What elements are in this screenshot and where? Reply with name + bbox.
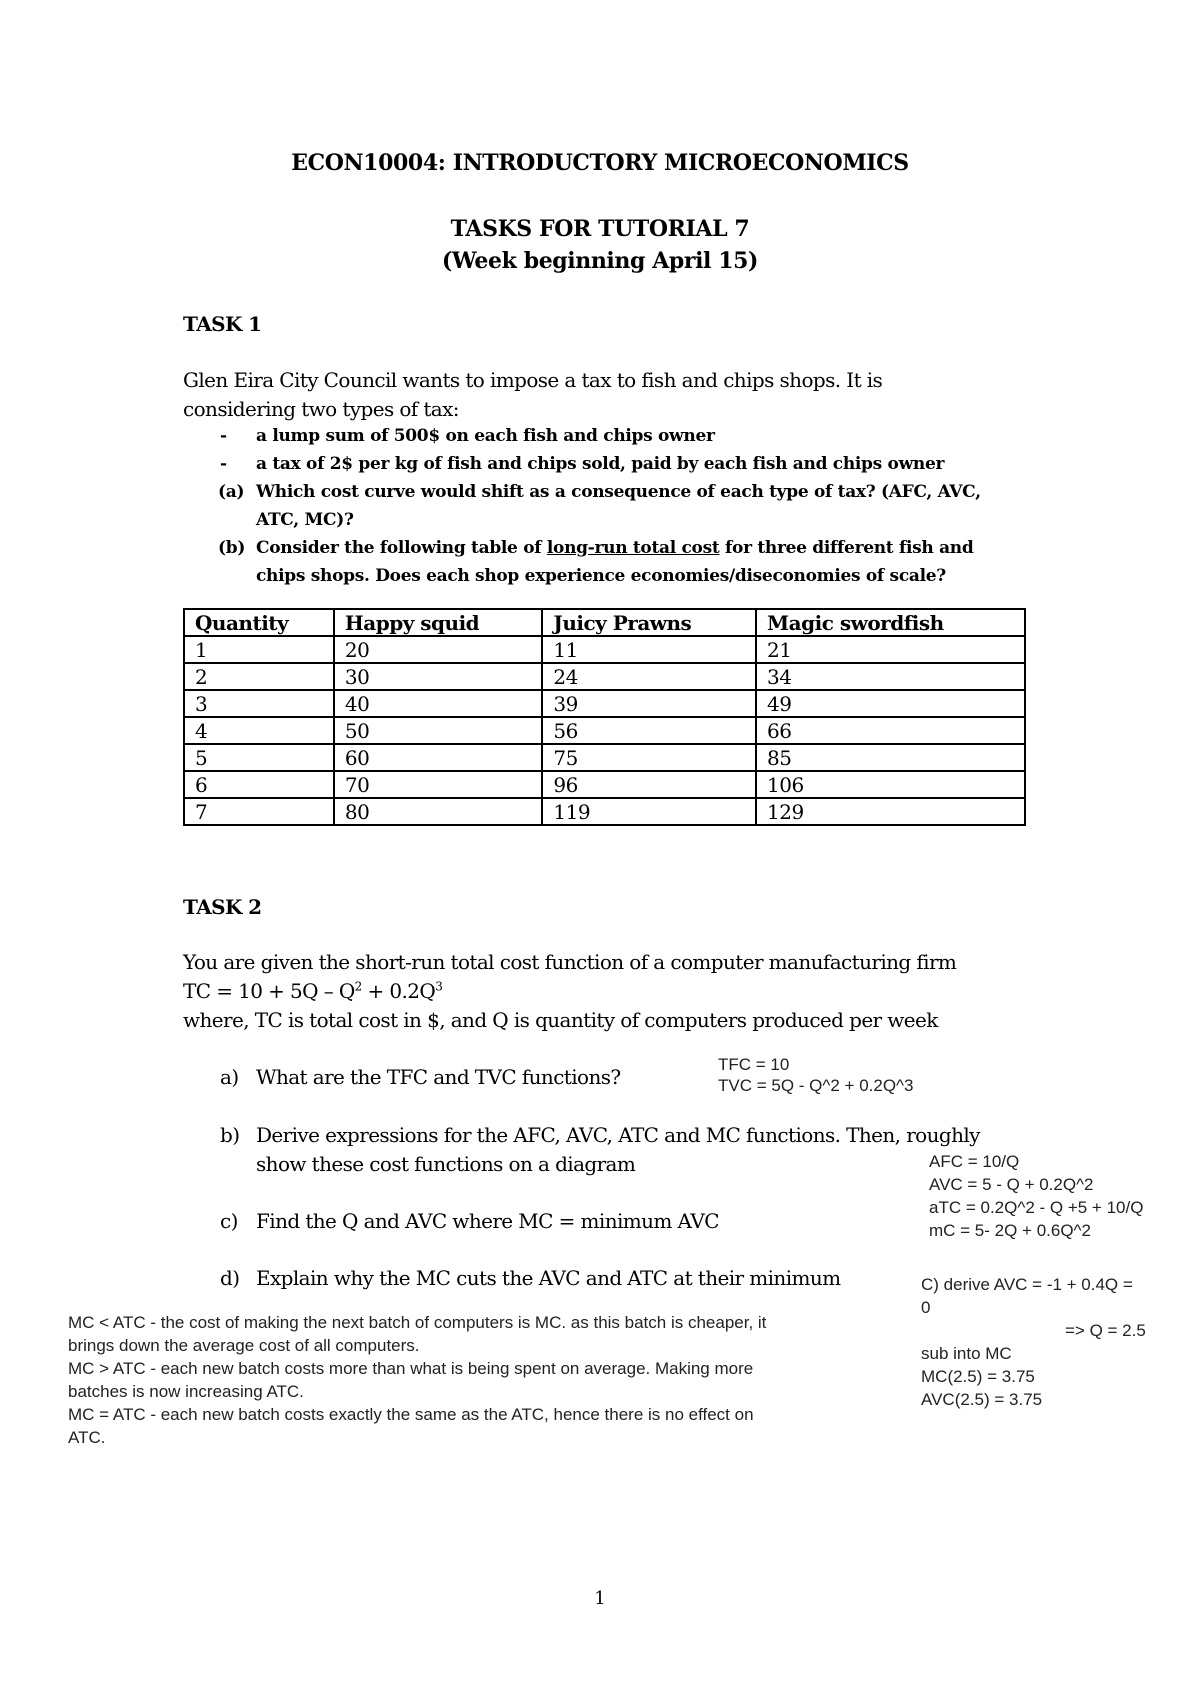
task2-question-a: What are the TFC and TVC functions?: [256, 1065, 621, 1089]
task1-intro-line2: considering two types of tax:: [183, 397, 459, 421]
table-cell: 70: [334, 771, 542, 798]
question-a-line2: ATC, MC)?: [256, 510, 354, 530]
task2-question-c-label: c): [220, 1209, 238, 1233]
annotation-d-line3: MC > ATC - each new batch costs more than what is being spent on average. Making more: [68, 1359, 754, 1378]
table-row: [184, 798, 1025, 825]
task1-intro-line1: Glen Eira City Council wants to impose a tax to fish and chips shops. It is: [183, 368, 883, 392]
tc-sup-2: 2: [354, 979, 362, 994]
table-cell: 1: [184, 636, 334, 663]
table-row: [184, 690, 1025, 717]
table-cell: 80: [334, 798, 542, 825]
bullet-lump-sum: a lump sum of 500$ on each fish and chips owner: [256, 426, 715, 446]
annotation-avc: AVC = 5 - Q + 0.2Q^2: [929, 1175, 1094, 1194]
task2-question-b-line1: Derive expressions for the AFC, AVC, ATC and MC functions. Then, roughly: [256, 1123, 980, 1147]
table-row: [184, 771, 1025, 798]
question-b-line2: chips shops. Does each shop experience economies/diseconomies of scale?: [256, 566, 946, 586]
annotation-d-line1: MC < ATC - the cost of making the next batch of computers is MC. as this batch is cheaper, it: [68, 1313, 767, 1332]
task1-heading: TASK 1: [183, 312, 262, 336]
tc-mid: + 0.2Q: [361, 979, 436, 1003]
task2-question-d-label: d): [220, 1266, 240, 1290]
annotation-c-derive: C) derive AVC = -1 + 0.4Q =: [921, 1275, 1133, 1294]
course-title: ECON10004: INTRODUCTORY MICROECONOMICS: [291, 150, 909, 176]
table-cell: 2: [184, 663, 334, 690]
table-cell: 11: [542, 636, 756, 663]
table-cell: 50: [334, 717, 542, 744]
week-subtitle: (Week beginning April 15): [441, 248, 759, 274]
tutorial-title: TASKS FOR TUTORIAL 7: [450, 216, 750, 242]
task2-question-b-line2: show these cost functions on a diagram: [256, 1152, 636, 1176]
long-run-cost-table: [183, 608, 1026, 826]
table-row: [184, 744, 1025, 771]
task2-line1: You are given the short-run total cost function of a computer manufacturing firm: [183, 950, 957, 974]
annotation-c-q: => Q = 2.5: [1065, 1321, 1146, 1340]
tc-sup-3: 3: [435, 979, 443, 994]
question-b-label: (b): [218, 538, 246, 558]
table-cell: 66: [756, 717, 1025, 744]
table-cell: 30: [334, 663, 542, 690]
annotation-d-line6: ATC.: [68, 1428, 106, 1447]
table-cell: 60: [334, 744, 542, 771]
table-row: [184, 663, 1025, 690]
annotation-tvc: TVC = 5Q - Q^2 + 0.2Q^3: [718, 1076, 914, 1095]
table-cell: 56: [542, 717, 756, 744]
tc-pre: TC = 10 + 5Q – Q: [183, 979, 355, 1003]
annotation-d-line4: batches is now increasing ATC.: [68, 1382, 304, 1401]
annotation-c-mc: MC(2.5) = 3.75: [921, 1367, 1035, 1386]
table-cell: 49: [756, 690, 1025, 717]
question-a-line1: Which cost curve would shift as a consequence of each type of tax? (AFC, AVC,: [256, 482, 981, 502]
table-header: Juicy Prawns: [542, 609, 756, 636]
table-cell: 39: [542, 690, 756, 717]
annotation-c-avc: AVC(2.5) = 3.75: [921, 1390, 1043, 1409]
question-b-line1: [256, 538, 973, 558]
table-cell: 75: [542, 744, 756, 771]
table-header-row: [184, 609, 1025, 636]
question-b-pre: Consider the following table of: [256, 538, 547, 558]
annotation-d-line5: MC = ATC - each new batch costs exactly the same as the ATC, hence there is no effect on: [68, 1405, 754, 1424]
table-cell: 24: [542, 663, 756, 690]
table-cell: 34: [756, 663, 1025, 690]
table-cell: 20: [334, 636, 542, 663]
annotation-afc: AFC = 10/Q: [929, 1152, 1020, 1171]
task2-question-b-label: b): [220, 1123, 240, 1147]
question-a-label: (a): [218, 482, 245, 502]
annotation-c-sub: sub into MC: [921, 1344, 1012, 1363]
table-cell: 96: [542, 771, 756, 798]
table-cell: 3: [184, 690, 334, 717]
question-b-post: for three different fish and: [719, 538, 974, 558]
task2-question-c: Find the Q and AVC where MC = minimum AVC: [256, 1209, 719, 1233]
table-header: Happy squid: [334, 609, 542, 636]
table-cell: 129: [756, 798, 1025, 825]
table-cell: 119: [542, 798, 756, 825]
annotation-d-line2: brings down the average cost of all computers.: [68, 1336, 420, 1355]
bullet-per-kg: a tax of 2$ per kg of fish and chips sold, paid by each fish and chips owner: [256, 454, 945, 474]
table-header: Quantity: [184, 609, 334, 636]
table-cell: 5: [184, 744, 334, 771]
table-row: [184, 717, 1025, 744]
table-cell: 4: [184, 717, 334, 744]
table-cell: 6: [184, 771, 334, 798]
task2-question-d: Explain why the MC cuts the AVC and ATC at their minimum: [256, 1266, 841, 1290]
annotation-tfc: TFC = 10: [718, 1055, 790, 1074]
task2-heading: TASK 2: [183, 895, 262, 919]
annotation-mc: mC = 5- 2Q + 0.6Q^2: [929, 1221, 1091, 1240]
table-cell: 106: [756, 771, 1025, 798]
bullet-dash: -: [220, 426, 228, 446]
table-header: Magic swordfish: [756, 609, 1025, 636]
page-number: 1: [594, 1588, 606, 1609]
total-cost-function: [183, 979, 442, 1003]
table-cell: 21: [756, 636, 1025, 663]
annotation-c-zero: 0: [921, 1298, 931, 1317]
task2-line3: where, TC is total cost in $, and Q is quantity of computers produced per week: [183, 1008, 938, 1032]
table-cell: 7: [184, 798, 334, 825]
table-row: [184, 636, 1025, 663]
annotation-atc: aTC = 0.2Q^2 - Q +5 + 10/Q: [929, 1198, 1144, 1217]
bullet-dash: -: [220, 454, 228, 474]
task2-question-a-label: a): [220, 1065, 239, 1089]
long-run-total-cost-underlined: long-run total cost: [546, 538, 720, 558]
table-cell: 85: [756, 744, 1025, 771]
table-cell: 40: [334, 690, 542, 717]
